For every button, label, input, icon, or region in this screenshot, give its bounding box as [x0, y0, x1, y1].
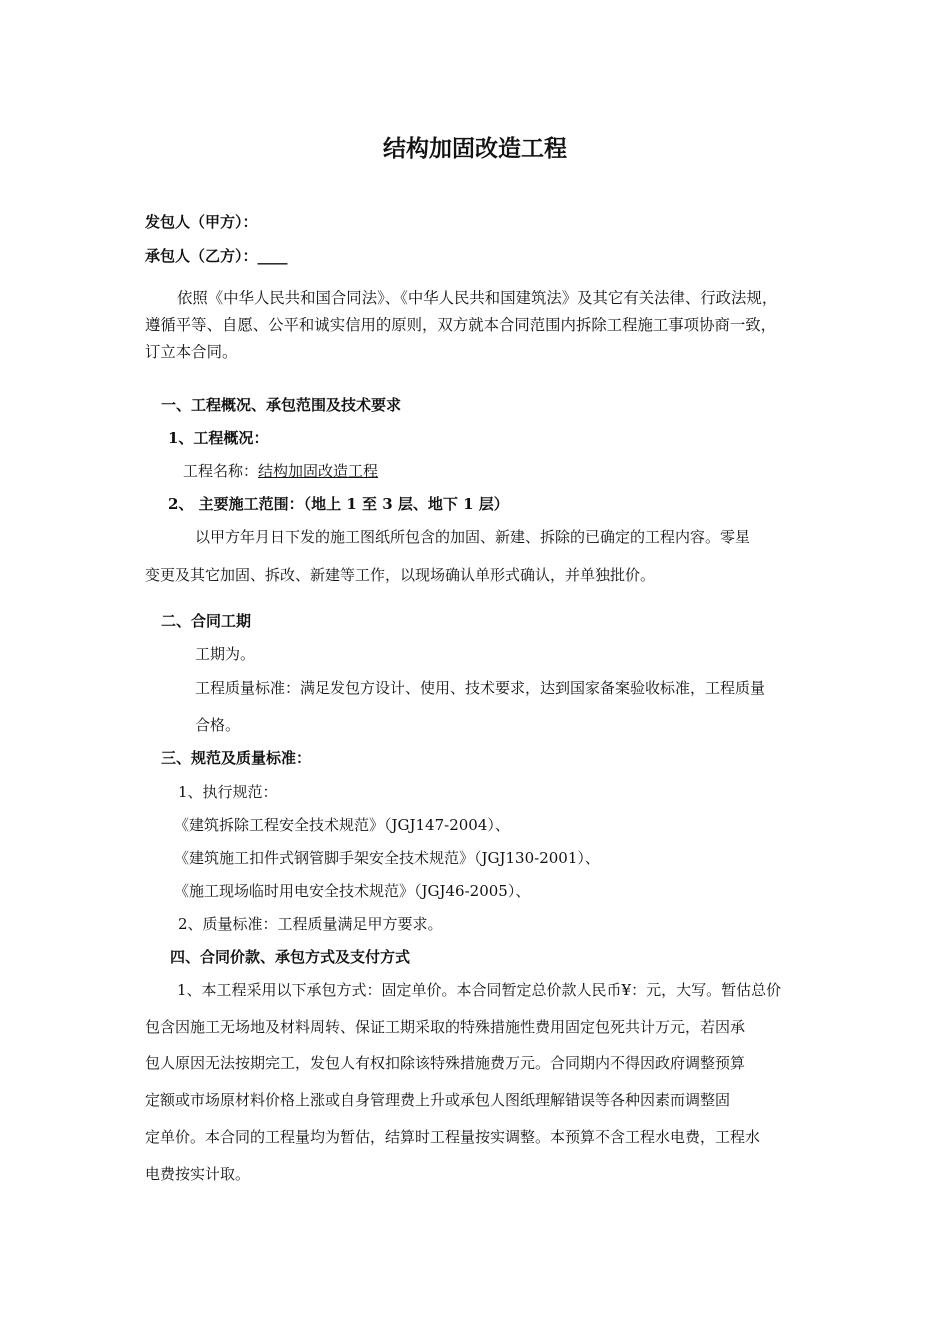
- section-3-heading: 三、规范及质量标准：: [161, 749, 312, 767]
- section-4-line-4: 定额或市场原材料价格上涨或自身管理费上升或承包人图纸理解错误等各种因素而调整固: [145, 1091, 731, 1109]
- section-4-line-6: 电费按实计取。: [145, 1165, 251, 1183]
- document-title: 结构加固改造工程: [383, 135, 567, 162]
- party-b-label: 承包人（乙方）：: [145, 247, 258, 265]
- spec-line-2: 《建筑施工扣件式钢管脚手架安全技术规范》（JGJ130-2001）、: [174, 849, 600, 867]
- section-4-heading: 四、合同价款、承包方式及支付方式: [170, 948, 411, 966]
- section-2-heading: 二、合同工期: [161, 612, 252, 630]
- section-1-heading: 一、工程概况、承包范围及技术要求: [161, 396, 402, 414]
- section-4-line-5: 定单价。本合同的工程量均为暂估，结算时工程量按实调整。本预算不含工程水电费，工程水: [145, 1128, 761, 1146]
- section-4-line-1: 1、本工程采用以下承包方式：固定单价。本合同暂定总价款人民币¥：元，大写。暂估总价: [177, 981, 782, 999]
- preamble-line-3: 订立本合同。: [145, 343, 238, 361]
- scope-line-2: 变更及其它加固、拆改、新建等工作，以现场确认单形式确认，并单独批价。: [145, 566, 656, 584]
- spec-line-1: 《建筑拆除工程安全技术规范》（JGJ147-2004）、: [174, 816, 510, 834]
- preamble-line-2: 遵循平等、自愿、公平和诚实信用的原则，双方就本合同范围内拆除工程施工事项协商一致，: [145, 316, 777, 334]
- party-b-line: [145, 246, 288, 266]
- section-3-item-1: 1、执行规范：: [178, 783, 278, 801]
- quality-line-1: 工程质量标准：满足发包方设计、使用、技术要求，达到国家备案验收标准，工程质量: [195, 679, 766, 697]
- party-b-blank: ____: [257, 247, 288, 265]
- project-name-line: [183, 461, 378, 481]
- section-1-item-1-heading: 1、工程概况：: [168, 429, 269, 447]
- preamble-line-1: 依照《中华人民共和国合同法》、《中华人民共和国建筑法》及其它有关法律、行政法规，: [177, 289, 778, 307]
- quality-line-2: 合格。: [195, 716, 241, 734]
- project-name-label: 工程名称：: [183, 462, 259, 480]
- duration-text: 工期为。: [195, 645, 256, 663]
- section-4-line-2: 包含因施工无场地及材料周转、保证工期采取的特殊措施性费用固定包死共计万元，若因承: [145, 1018, 746, 1036]
- party-a-label: 发包人（甲方）：: [145, 213, 258, 231]
- section-1-item-2-heading: 2、 主要施工范围：（地上 1 至 3 层、地下 1 层）: [168, 495, 509, 513]
- scope-line-1: 以甲方年月日下发的施工图纸所包含的加固、新建、拆除的已确定的工程内容。零星: [195, 528, 751, 546]
- project-name-value: 结构加固改造工程: [258, 462, 379, 480]
- section-4-line-3: 包人原因无法按期完工，发包人有权扣除该特殊措施费万元。合同期内不得因政府调整预算: [145, 1054, 746, 1072]
- section-3-item-2: 2、质量标准：工程质量满足甲方要求。: [178, 915, 443, 933]
- spec-line-3: 《施工现场临时用电安全技术规范》（JGJ46-2005）、: [174, 882, 531, 900]
